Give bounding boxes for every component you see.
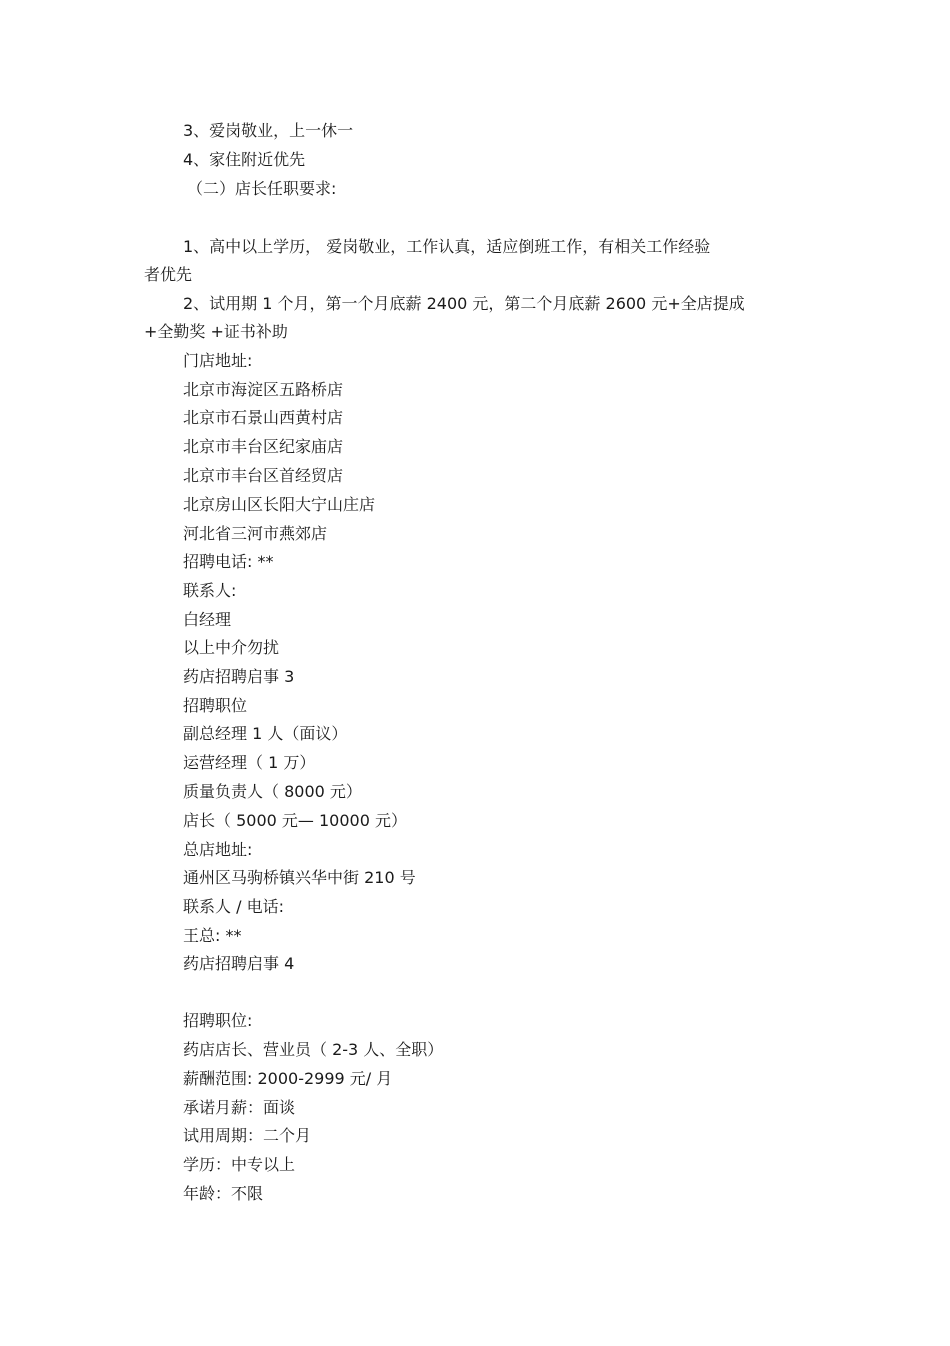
address-line: 北京市丰台区纪家庙店 [183,437,344,456]
text-line: 门店地址: [183,351,253,370]
text-line: 招聘电话: ** [183,552,274,571]
section-heading: 药店招聘启事 3 [183,667,295,686]
address-line: 北京市海淀区五路桥店 [183,380,344,399]
address-line: 北京房山区长阳大宁山庄店 [183,495,376,514]
text-line: 3、爱岗敬业，上一休一 [183,121,354,140]
text-line: 以上中介勿扰 [183,638,280,657]
text-line: 者优先 [144,265,193,284]
text-line: 副总经理 1 人（面议） [183,724,348,743]
text-line: 联系人: [183,581,237,600]
text-line: 招聘职位 [183,696,248,715]
text-line: 学历：中专以上 [183,1155,296,1174]
text-line: 薪酬范围: 2000-2999 元/ 月 [183,1069,393,1088]
text-line: 白经理 [183,610,232,629]
address-line: 北京市丰台区首经贸店 [183,466,344,485]
text-line: 王总: ** [183,926,242,945]
text-line: 药店店长、营业员（ 2-3 人、全职） [183,1040,444,1059]
section-heading: 药店招聘启事 4 [183,954,295,973]
text-line: 4、家住附近优先 [183,150,306,169]
text-line: +全勤奖 +证书补助 [144,322,288,341]
text-line: 年龄：不限 [183,1184,264,1203]
text-line: 运营经理（ 1 万） [183,753,316,772]
text-line: 试用周期：二个月 [183,1126,312,1145]
text-line: 1、高中以上学历， 爱岗敬业，工作认真，适应倒班工作，有相关工作经验 [183,237,711,256]
text-line: 2、试用期 1 个月，第一个月底薪 2400 元，第二个月底薪 2600 元+全店提成 [183,294,745,313]
text-line: 店长（ 5000 元— 10000 元） [183,811,407,830]
text-line: 总店地址: [183,840,253,859]
text-line: 招聘职位: [183,1011,253,1030]
address-line: 河北省三河市燕郊店 [183,524,328,543]
text-line: 质量负责人（ 8000 元） [183,782,362,801]
address-line: 通州区马驹桥镇兴华中街 210 号 [183,868,416,887]
address-line: 北京市石景山西黄村店 [183,408,344,427]
section-heading: （二）店长任职要求: [187,179,337,198]
text-line: 联系人 / 电话: [183,897,284,916]
text-line: 承诺月薪：面谈 [183,1098,296,1117]
